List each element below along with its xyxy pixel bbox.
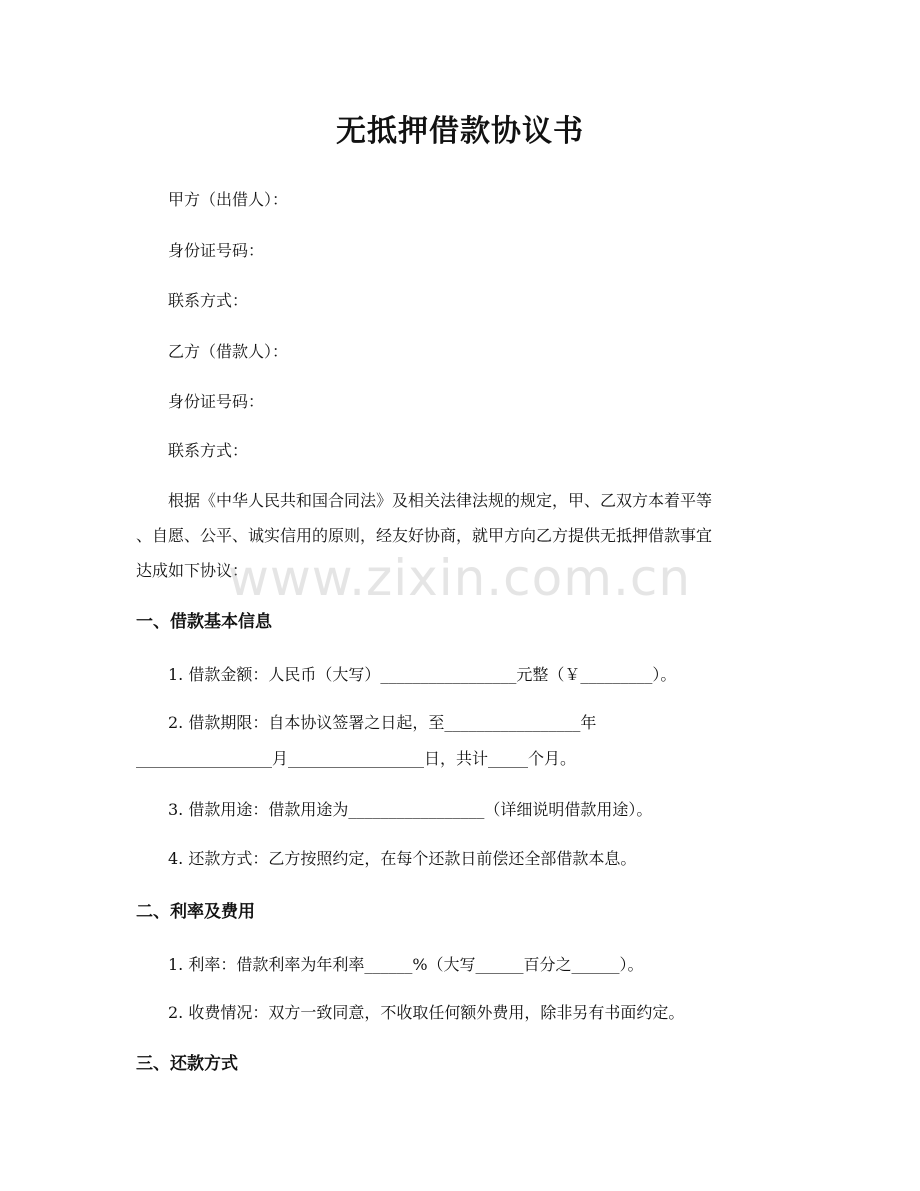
clause-fees: 2. 收费情况：双方一致同意，不收取任何额外费用，除非另有书面约定。 bbox=[168, 1003, 685, 1022]
section-heading-loan-info: 一、借款基本信息 bbox=[136, 612, 272, 632]
party-b-id-label: 身份证号码： bbox=[168, 392, 265, 411]
document-title: 无抵押借款协议书 bbox=[336, 114, 584, 149]
party-b-contact-label: 联系方式： bbox=[168, 441, 249, 460]
party-a-label: 甲方（出借人）： bbox=[168, 190, 289, 209]
watermark: www.zixin.com.cn bbox=[228, 549, 692, 607]
clause-loan-term-continued: _________________月_________________日，共计_____个月。 bbox=[136, 749, 577, 768]
party-b-label: 乙方（借款人）： bbox=[168, 342, 289, 361]
clause-loan-term: 2. 借款期限：自本协议签署之日起，至_________________年 bbox=[168, 713, 597, 732]
clause-repayment-method: 4. 还款方式：乙方按照约定，在每个还款日前偿还全部借款本息。 bbox=[168, 849, 637, 868]
section-heading-repayment: 三、还款方式 bbox=[136, 1054, 238, 1074]
clause-interest-rate: 1. 利率：借款利率为年利率______%（大写______百分之______）。 bbox=[168, 955, 644, 974]
party-a-contact-label: 联系方式： bbox=[168, 291, 249, 310]
party-a-id-label: 身份证号码： bbox=[168, 241, 265, 260]
clause-loan-amount: 1. 借款金额：人民币（大写）_________________元整（￥_________）。 bbox=[168, 665, 677, 684]
clause-loan-purpose: 3. 借款用途：借款用途为_________________（详细说明借款用途）。 bbox=[168, 800, 653, 819]
intro-paragraph-line: 、自愿、公平、诚实信用的原则，经友好协商，就甲方向乙方提供无抵押借款事宜 bbox=[136, 526, 713, 545]
intro-paragraph-line: 达成如下协议： bbox=[136, 561, 249, 580]
intro-paragraph-line: 根据《中华人民共和国合同法》及相关法律法规的规定，甲、乙双方本着平等 bbox=[168, 491, 713, 510]
section-heading-interest: 二、利率及费用 bbox=[136, 902, 255, 922]
